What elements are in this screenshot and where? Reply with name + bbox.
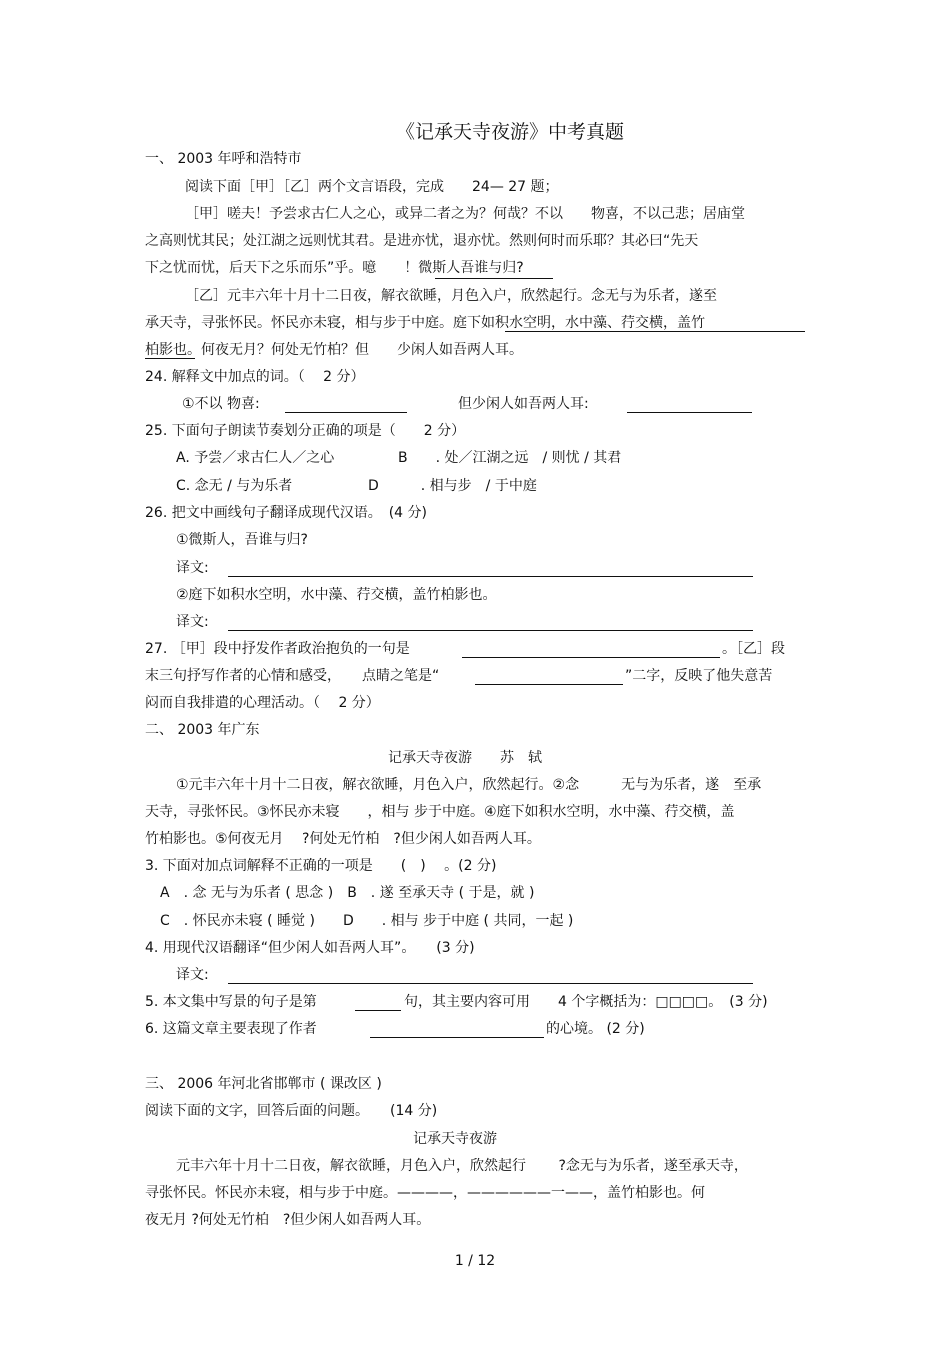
answer-blank[interactable] bbox=[370, 1037, 544, 1038]
option-b: B . 处／江湖之远 / 则忧 / 其君 bbox=[398, 450, 622, 466]
text-line: ①元丰六年十月十二日夜，解衣欲睡，月色入户，欣然起行。②念 无与为乐者，遂 至承 bbox=[176, 777, 762, 793]
question-25: 25. 下面句子朗读节奏划分正确的项是（ 2 分） bbox=[145, 423, 466, 439]
text-line: ［甲］嗟夫！予尝求古仁人之心，或异二者之为？何哉？不以 物喜，不以己悲；居庙堂 bbox=[185, 206, 745, 222]
option-c: C. 念无 / 与为乐者 bbox=[176, 478, 293, 494]
answer-blank[interactable] bbox=[228, 576, 753, 577]
section-heading: 三、 2006 年河北省邯郸市 ( 课改区 ) bbox=[145, 1076, 382, 1092]
question-item: ②庭下如积水空明，水中藻、荇交横，盖竹柏影也。 bbox=[176, 587, 497, 603]
text-line: 阅读下面的文字，回答后面的问题。 (14 分) bbox=[145, 1103, 438, 1119]
question-5: 5. 本文集中写景的句子是第 bbox=[145, 994, 317, 1010]
answer-blank[interactable] bbox=[627, 412, 752, 413]
section-heading: 一、 2003 年呼和浩特市 bbox=[145, 151, 302, 167]
text-line: 元丰六年十月十二日夜，解衣欲睡，月色入户，欣然起行 ?念无与为乐者，遂至承天寺， bbox=[176, 1158, 748, 1174]
text-line: 天寺，寻张怀民。③怀民亦未寝 ，相与 步于中庭。④庭下如积水空明，水中藻、荇交横，盖 bbox=[145, 804, 735, 820]
text-line: ”二字，反映了他失意苦 bbox=[625, 668, 773, 684]
underline bbox=[145, 358, 195, 359]
question-6: 6. 这篇文章主要表现了作者 bbox=[145, 1021, 317, 1037]
option-line: A . 念 无与为乐者 ( 思念 ) B . 遂 至承天寺 ( 于是，就 ) bbox=[160, 885, 535, 901]
text-line: 柏影也。何夜无月？何处无竹柏？但 少闲人如吾两人耳。 bbox=[145, 342, 523, 358]
question-item: ①不以 物喜: bbox=[182, 396, 260, 412]
answer-blank[interactable] bbox=[228, 630, 753, 631]
passage-title: 记承天寺夜游 苏 轼 bbox=[388, 750, 542, 766]
underline bbox=[505, 331, 805, 332]
translation-label: 译文: bbox=[176, 614, 209, 630]
answer-blank[interactable] bbox=[355, 1010, 401, 1011]
question-3: 3. 下面对加点词解释不正确的一项是 ( ) 。(2 分) bbox=[145, 858, 497, 874]
question-item: ①微斯人，吾谁与归? bbox=[176, 532, 308, 548]
answer-blank[interactable] bbox=[228, 983, 753, 984]
text-line: 竹柏影也。⑤何夜无月 ?何处无竹柏 ?但少闲人如吾两人耳。 bbox=[145, 831, 541, 847]
option-d: D . 相与步 / 于中庭 bbox=[368, 478, 537, 494]
page-number: 1 / 12 bbox=[454, 1253, 496, 1269]
text-line: 寻张怀民。怀民亦未寝，相与步于中庭。————，——————一——，盖竹柏影也。何 bbox=[145, 1185, 705, 1201]
underline bbox=[435, 278, 553, 279]
text-line: 下之忧而忧，后天下之乐而乐”乎。噫 ！微斯人吾谁与归? bbox=[145, 260, 524, 276]
text-line: 的心境。 (2 分) bbox=[546, 1021, 645, 1037]
question-4: 4. 用现代汉语翻译“但少闲人如吾两人耳”。 (3 分) bbox=[145, 940, 475, 956]
text-line: 末三句抒写作者的心情和感受， 点睛之笔是“ bbox=[145, 668, 440, 684]
text-line: ［乙］元丰六年十月十二日夜，解衣欲睡，月色入户，欣然起行。念无与为乐者，遂至 bbox=[185, 288, 717, 304]
text-line: 闷而自我排遣的心理活动。（ 2 分） bbox=[145, 695, 380, 711]
document-title: 《记承天寺夜游》中考真题 bbox=[395, 121, 624, 143]
text-line: 夜无月 ?何处无竹柏 ?但少闲人如吾两人耳。 bbox=[145, 1212, 431, 1228]
text-line: 句，其主要内容可用 4 个字概括为：□□□□。 (3 分) bbox=[404, 994, 768, 1010]
option-line: C . 怀民亦未寝 ( 睡觉 ) D . 相与 步于中庭 ( 共同，一起 ) bbox=[160, 913, 574, 929]
translation-label: 译文: bbox=[176, 560, 209, 576]
text-line: 之高则忧其民；处江湖之远则忧其君。是进亦忧，退亦忧。然则何时而乐耶？其必曰“先天 bbox=[145, 233, 699, 249]
text-line: 承天寺，寻张怀民。怀民亦未寝，相与步于中庭。庭下如积水空明，水中藻、荇交横，盖竹 bbox=[145, 315, 705, 331]
question-26: 26. 把文中画线句子翻译成现代汉语。 (4 分) bbox=[145, 505, 427, 521]
answer-blank[interactable] bbox=[462, 657, 720, 658]
text-line: 。［乙］段 bbox=[722, 641, 785, 657]
translation-label: 译文: bbox=[176, 967, 209, 983]
question-27: 27. ［甲］段中抒发作者政治抱负的一句是 bbox=[145, 641, 410, 657]
question-item: 但少闲人如吾两人耳: bbox=[458, 396, 589, 412]
question-24: 24. 解释文中加点的词。（ 2 分） bbox=[145, 369, 365, 385]
passage-title: 记承天寺夜游 bbox=[413, 1131, 497, 1147]
answer-blank[interactable] bbox=[285, 412, 407, 413]
text-line: 阅读下面［甲］［乙］两个文言语段，完成 24— 27 题； bbox=[185, 179, 559, 195]
section-heading: 二、 2003 年广东 bbox=[145, 722, 260, 738]
answer-blank[interactable] bbox=[475, 684, 623, 685]
option-a: A. 予尝／求古仁人／之心 bbox=[176, 450, 335, 466]
